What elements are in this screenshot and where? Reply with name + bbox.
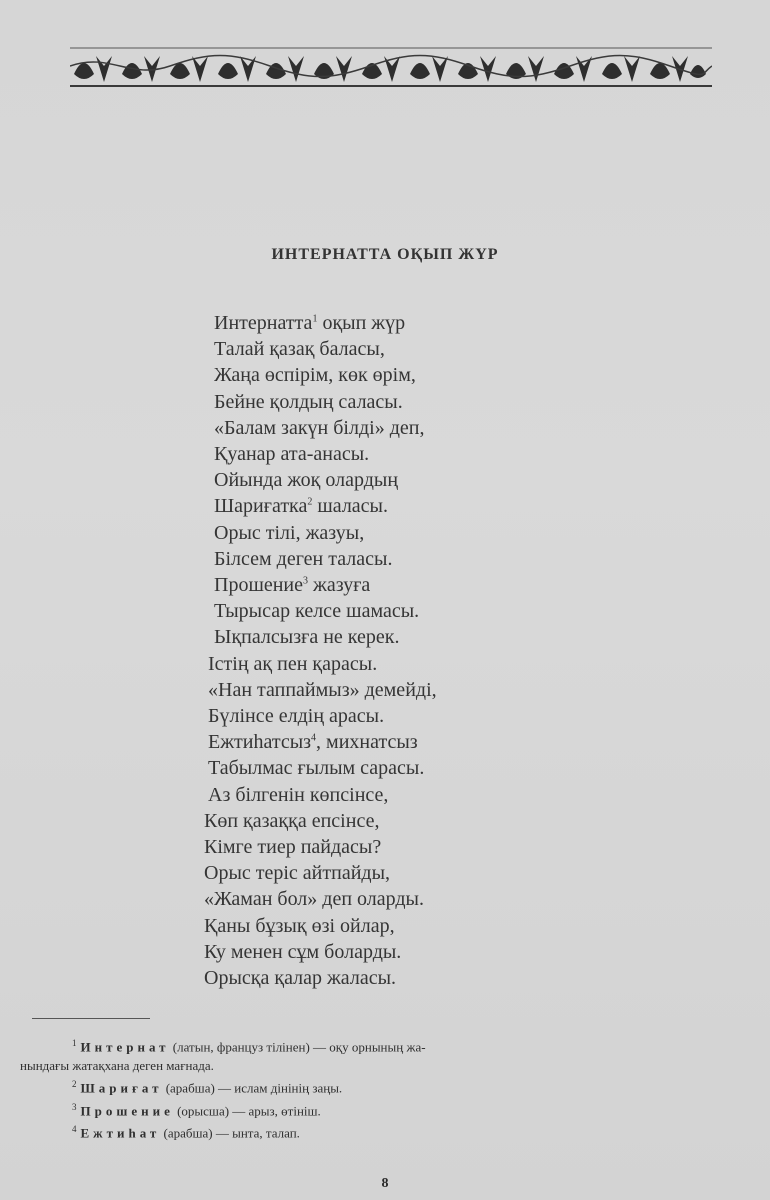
poem-line: Ойында жоқ олардың — [214, 469, 399, 492]
footnote-1-continued: нындағы жатақхана деген мағнада. — [20, 1058, 214, 1074]
poem-line: Прошение$^3$ жазуға — [214, 574, 371, 597]
poem-line: Орысқа қалар жаласы. — [204, 967, 397, 990]
footnote-mark: 2 — [307, 496, 313, 508]
poem-line: Көп қазаққа епсінсе, — [204, 809, 380, 832]
poem-line: Істің ақ пен қарасы. — [208, 652, 378, 675]
poem-line: Қуанар ата-анасы. — [214, 443, 370, 466]
poem-body — [204, 310, 634, 991]
poem-line: «Балам закүн білді» деп, — [214, 416, 425, 439]
poem-line: Ку менен сұм боларды. — [204, 940, 402, 963]
poem-line: Шариғатка$^2$ шаласы. — [214, 495, 388, 518]
poem-line: Білсем деген таласы. — [214, 547, 393, 570]
poem-line: Ежтиһатсыз$^4$, михнатсыз — [208, 731, 418, 754]
poem-line: Бүлінсе елдің арасы. — [208, 705, 385, 728]
poem-line: Интернатта$^1$ оқып жүр — [214, 312, 406, 334]
poem-line: Ықпалсызға не керек. — [214, 626, 400, 649]
footnote-mark: 4 — [311, 732, 317, 744]
footnote-divider — [32, 1018, 150, 1019]
poem-line: Кімге тиер пайдасы? — [204, 836, 382, 859]
poem-line: Қаны бұзық өзі ойлар, — [204, 914, 395, 937]
footnote-mark: 1 — [312, 313, 318, 325]
poem-title: ИНТЕРНАТТА ОҚЫП ЖҮР — [271, 246, 499, 263]
footnote-3: $^3$ Прошение (орысша) — арыз, өтініш. — [72, 1101, 321, 1118]
footnotes — [20, 1034, 710, 1142]
poem-line: «Нан таппаймыз» демейді, — [208, 678, 437, 701]
poem-line: «Жаман бол» деп оларды. — [204, 888, 424, 911]
poem-line: Орыс тілі, жазуы, — [214, 521, 365, 544]
poem-line: Тырысар келсе шамасы. — [214, 600, 420, 623]
poem-line: Орыс теріс айтпайды, — [204, 862, 391, 885]
page-number: 8 — [381, 1176, 389, 1191]
poem-line: Жаңа өспірім, көк өрім, — [214, 364, 416, 387]
footnote-1: $^1$ Интернат (латын, француз тілінен) — оқу орнының жа- — [72, 1038, 426, 1055]
decorative-ornament-header — [70, 44, 712, 92]
footnote-4: $^4$ Ежтиһат (арабша) — ынта, талап. — [72, 1123, 300, 1141]
poem-line: Бейне қолдың саласы. — [214, 390, 403, 413]
poem-line: Аз білгенін көпсінсе, — [208, 783, 389, 806]
footnote-mark: 3 — [303, 575, 309, 587]
poem-line: Талай қазақ баласы, — [214, 338, 385, 361]
footnote-2: $^2$ Шариғат (арабша) — ислам дінінің заңы. — [72, 1079, 343, 1096]
poem-line: Табылмас ғылым сарасы. — [208, 757, 425, 780]
